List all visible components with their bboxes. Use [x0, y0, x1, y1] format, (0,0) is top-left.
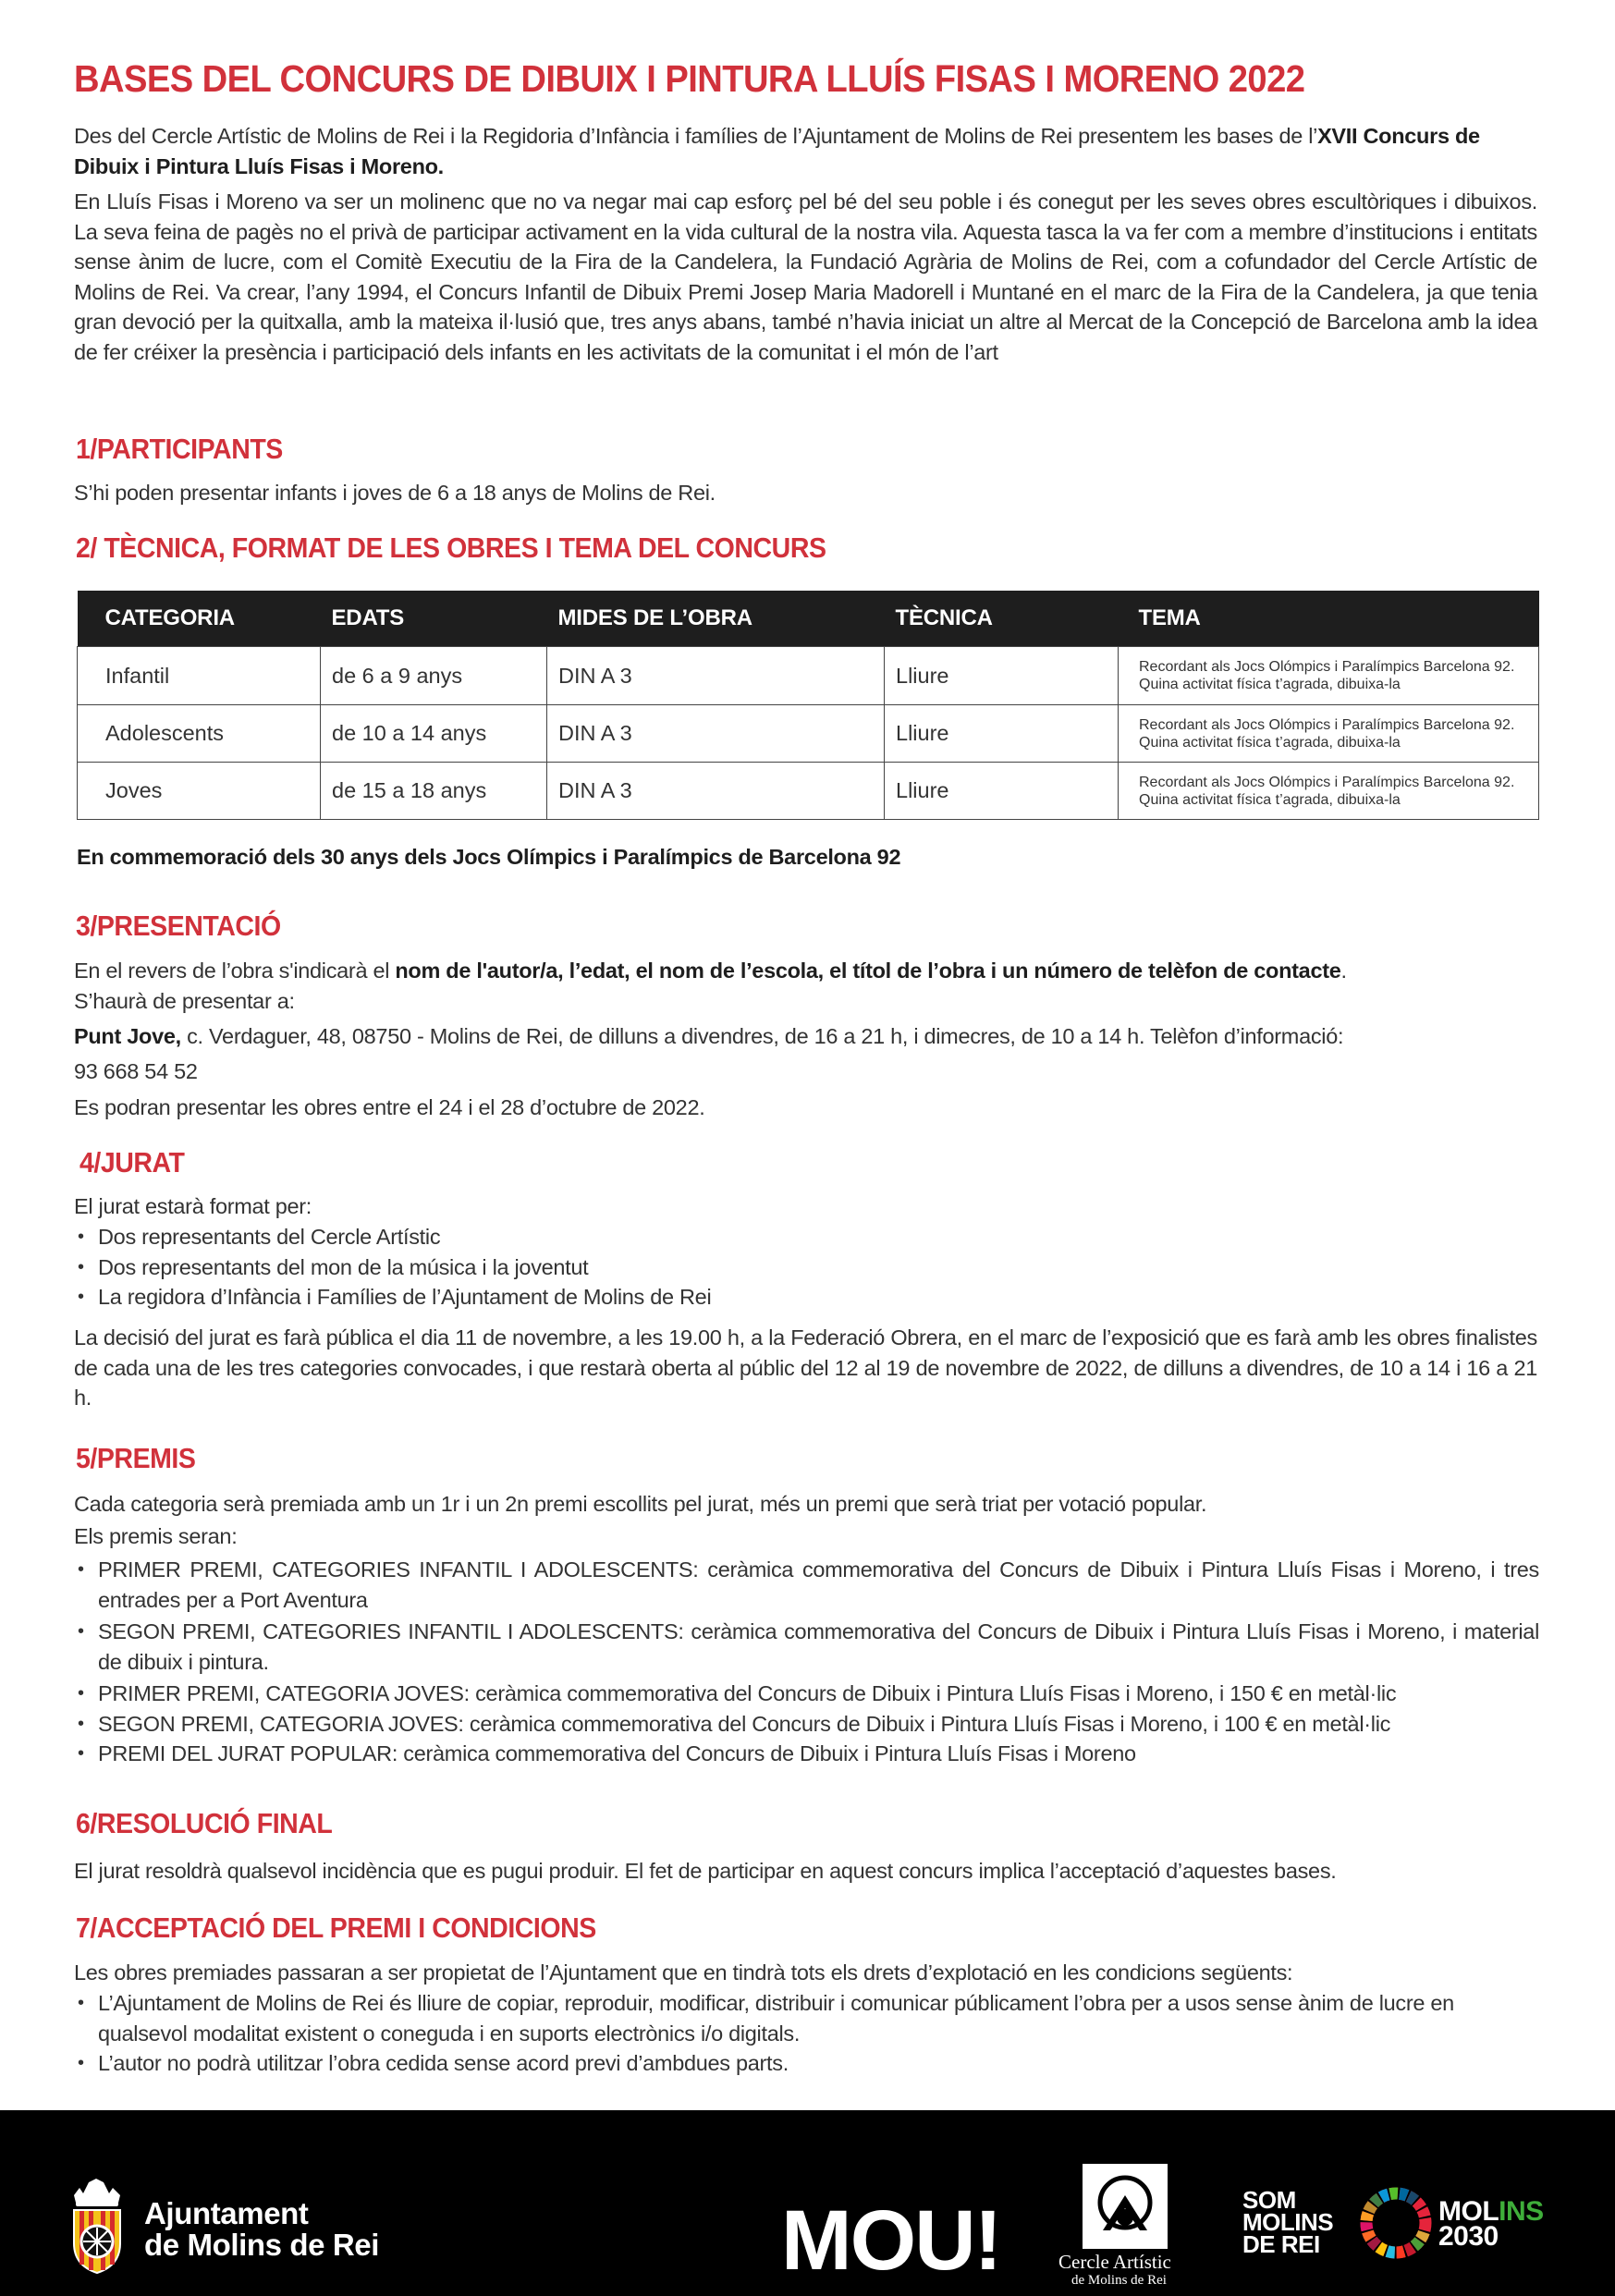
som-line-2: MOLINS — [1242, 2208, 1334, 2236]
premis-list-intro: Els premis seran: — [74, 1524, 238, 1548]
list-item: • L’Ajuntament de Molins de Rei és lliure de copiar, reproduir, modificar, distribuir i comunicar públicament l’obra per a usos sense ànim de lucre en qualsevol modalitat existent o coneguda i en suports electrònics i/o digitals. — [74, 1988, 1498, 2048]
presentacio-address — [74, 1021, 1537, 1052]
molins-2030-logo — [1438, 2196, 1544, 2252]
list-item: • PREMI DEL JURAT POPULAR: ceràmica commemorativa del Concurs de Dibuix i Pintura Lluís Fisas i Moreno — [74, 1739, 1539, 1769]
cell-mides: DIN A 3 — [547, 763, 885, 820]
presentacio-line-2: S’haurà de presentar a: — [74, 989, 295, 1013]
footer — [0, 2110, 1615, 2296]
jurat-members-list — [74, 1222, 1537, 1313]
cell-mides: DIN A 3 — [547, 647, 885, 705]
presentacio-text-end: . — [1340, 959, 1347, 983]
intro-paragraph-2: En Lluís Fisas i Moreno va ser un molinenc que no va negar mai cap esforç pel bé del seu poble i és conegut per les seves obres escultòriques i dibuixos. La seva feina de pagès no el privà de participar activament en la vida cultural de la nostra vila. Aquesta tasca la va fer com a membre d’institucions i entitats sense ànim de lucre, com el Comitè Executiu de la Fira de la Candelera, la Fundació Agrària de Molins de Rei, com a cofundador del Cercle Artístic de Molins de Rei. Va crear, l’any 1994, el Concurs Infantil de Dibuix Premi Josep Maria Madorell i Muntané en el marc de la Fira de la Candelera, ja que tenia gran devoció per la quitxalla, amb la mateixa il·lusió que, tres anys abans, també n’havia iniciat un altre al Mercat de la Concepció de Barcelona amb la idea de fer créixer la presència i participació dels infants en les activitats de la comunitat i el món de l’art — [74, 189, 1537, 364]
categories-table — [77, 591, 1539, 820]
section-heading-acceptacio: 7/ACCEPTACIÓ DEL PREMI I CONDICIONS — [76, 1911, 596, 1944]
participants-text: S’hi poden presentar infants i joves de 6 a 18 anys de Molins de Rei. — [74, 481, 716, 505]
table-header-row — [78, 591, 1539, 647]
cell-edats: de 15 a 18 anys — [321, 763, 547, 820]
list-item: • L’autor no podrà utilitzar l’obra cedida sense acord previ d’ambdues parts. — [74, 2048, 1498, 2079]
submission-dates: Es podran presentar les obres entre el 24 i el 28 d’octubre de 2022. — [74, 1095, 705, 1119]
cell-tema: Recordant als Jocs Olómpics i Paralímpics Barcelona 92. Quina activitat física t’agrada, dibuixa-la — [1119, 647, 1539, 705]
cell-tema: Recordant als Jocs Olómpics i Paralímpics Barcelona 92. Quina activitat física t’agrada, dibuixa-la — [1119, 705, 1539, 763]
list-item: • PRIMER PREMI, CATEGORIA JOVES: ceràmica commemorativa del Concurs de Dibuix i Pintura Lluís Fisas i Moreno, i 150 € en metàl·lic — [74, 1679, 1539, 1709]
ajuntament-logo — [70, 2177, 124, 2278]
col-header-edats: EDATS — [321, 591, 547, 647]
cell-tecnica: Lliure — [885, 647, 1119, 705]
section-heading-premis: 5/PREMIS — [76, 1442, 196, 1474]
punt-jove-label: Punt Jove, — [74, 1024, 181, 1048]
intro-bold: XVII Concurs de Dibuix i Pintura Lluís Fisas i Moreno. — [74, 124, 1480, 178]
commemoration-note: En commemoració dels 30 anys dels Jocs Olímpics i Paralímpics de Barcelona 92 — [77, 845, 901, 869]
presentacio-line-1 — [74, 956, 1537, 986]
mou-logo: MOU! — [781, 2193, 1001, 2288]
jurat-decision: La decisió del jurat es farà pública el dia 11 de novembre, a les 19.00 h, a la Federació Obrera, en el marc de l’exposició que es farà amb les obres finalistes de cada una de les tres categories convocades, i que restarà oberta al públic del 12 al 19 de novembre de 2022, de dilluns a divendres, de 10 a 14 i 16 a 21 h. — [74, 1325, 1537, 1410]
info-phone: 93 668 54 52 — [74, 1059, 198, 1083]
cercle-artistic-name: Cercle Artístic — [1058, 2251, 1171, 2273]
jurat-intro: El jurat estarà format per: — [74, 1194, 312, 1218]
sdg-wheel-icon — [1359, 2186, 1433, 2260]
col-header-mides: MIDES DE L’OBRA — [547, 591, 885, 647]
ajuntament-line-2: de Molins de Rei — [144, 2228, 379, 2262]
section-heading-presentacio: 3/PRESENTACIÓ — [76, 910, 281, 942]
list-item: • Dos representants del Cercle Artístic — [74, 1222, 1537, 1252]
acceptacio-conditions-list — [74, 1988, 1498, 2079]
ajuntament-line-1: Ajuntament — [144, 2196, 309, 2230]
intro-paragraph-1 — [74, 121, 1537, 181]
page-title: BASES DEL CONCURS DE DIBUIX I PINTURA LLUÍS FISAS I MORENO 2022 — [74, 57, 1305, 100]
cell-categoria: Infantil — [78, 647, 321, 705]
presentacio-text: En el revers de l’obra s'indicarà el — [74, 959, 396, 983]
som-line-1: SOM — [1242, 2186, 1296, 2214]
ajuntament-name — [144, 2198, 379, 2261]
section-heading-tecnica: 2/ TÈCNICA, FORMAT DE LES OBRES I TEMA DEL CONCURS — [76, 531, 826, 564]
address-text: c. Verdaguer, 48, 08750 - Molins de Rei, de dilluns a divendres, de 16 a 21 h, i dimecres, de 10 a 14 h. Telèfon d’informació: — [180, 1024, 1344, 1048]
cell-tema: Recordant als Jocs Olómpics i Paralímpics Barcelona 92. Quina activitat física t’agrada, dibuixa-la — [1119, 763, 1539, 820]
table-row — [78, 705, 1539, 763]
som-molins-logo — [1242, 2186, 1334, 2258]
section-heading-resolucio: 6/RESOLUCIÓ FINAL — [76, 1807, 333, 1839]
intro-text: Des del Cercle Artístic de Molins de Rei i la Regidoria d’Infància i famílies de l’Ajuntament de Molins de Rei presentem les bases de l’ — [74, 124, 1318, 148]
cell-categoria: Joves — [78, 763, 321, 820]
table-row — [78, 763, 1539, 820]
list-item: • SEGON PREMI, CATEGORIA JOVES: ceràmica commemorativa del Concurs de Dibuix i Pintura Lluís Fisas i Moreno, i 100 € en metàl·lic — [74, 1709, 1539, 1740]
molins-part-a: MOL — [1438, 2196, 1499, 2227]
cell-categoria: Adolescents — [78, 705, 321, 763]
col-header-tema: TEMA — [1119, 591, 1539, 647]
sdg-wheel-logo — [1359, 2186, 1433, 2260]
col-header-categoria: CATEGORIA — [78, 591, 321, 647]
cercle-artistic-logo — [1083, 2164, 1168, 2249]
cell-mides: DIN A 3 — [547, 705, 885, 763]
premis-list — [74, 1555, 1539, 1769]
cell-tecnica: Lliure — [885, 763, 1119, 820]
col-header-tecnica: TÈCNICA — [885, 591, 1119, 647]
section-heading-jurat: 4/JURAT — [80, 1146, 185, 1179]
molins-2030-year: 2030 — [1438, 2221, 1499, 2252]
cercle-artistic-icon — [1083, 2164, 1168, 2249]
table-row — [78, 647, 1539, 705]
resolucio-text: El jurat resoldrà qualsevol incidència que es pugui produir. El fet de participar en aquest concurs implica l’acceptació d’aquestes bases. — [74, 1859, 1337, 1883]
molins-part-b: INS — [1499, 2196, 1544, 2227]
som-line-3: DE REI — [1242, 2230, 1320, 2258]
presentacio-required-info: nom de l'autor/a, l’edat, el nom de l’escola, el títol de l’obra i un número de telèfon de contacte — [395, 959, 1341, 983]
acceptacio-intro: Les obres premiades passaran a ser propietat de l’Ajuntament que en tindrà tots els drets d’explotació en les condicions següents: — [74, 1960, 1293, 1985]
list-item: • Dos representants del mon de la música i la joventut — [74, 1252, 1537, 1283]
list-item: • La regidora d’Infància i Famílies de l’Ajuntament de Molins de Rei — [74, 1282, 1537, 1313]
cell-edats: de 10 a 14 anys — [321, 705, 547, 763]
coat-of-arms-icon — [70, 2177, 124, 2278]
list-item: • SEGON PREMI, CATEGORIES INFANTIL I ADOLESCENTS: ceràmica commemorativa del Concurs de Dibuix i Pintura Lluís Fisas i Moreno, i material de dibuix i pintura. — [74, 1617, 1539, 1677]
section-heading-participants: 1/PARTICIPANTS — [76, 433, 283, 465]
cell-edats: de 6 a 9 anys — [321, 647, 547, 705]
list-item: • PRIMER PREMI, CATEGORIES INFANTIL I ADOLESCENTS: ceràmica commemorativa del Concurs de Dibuix i Pintura Lluís Fisas i Moreno, i tres entrades per a Port Aventura — [74, 1555, 1539, 1615]
premis-intro: Cada categoria serà premiada amb un 1r i un 2n premi escollits pel jurat, més un premi que serà triat per votació popular. — [74, 1492, 1207, 1516]
molins-2030-line-1 — [1438, 2196, 1544, 2227]
cell-tecnica: Lliure — [885, 705, 1119, 763]
cercle-artistic-place: de Molins de Rei — [1071, 2273, 1167, 2288]
